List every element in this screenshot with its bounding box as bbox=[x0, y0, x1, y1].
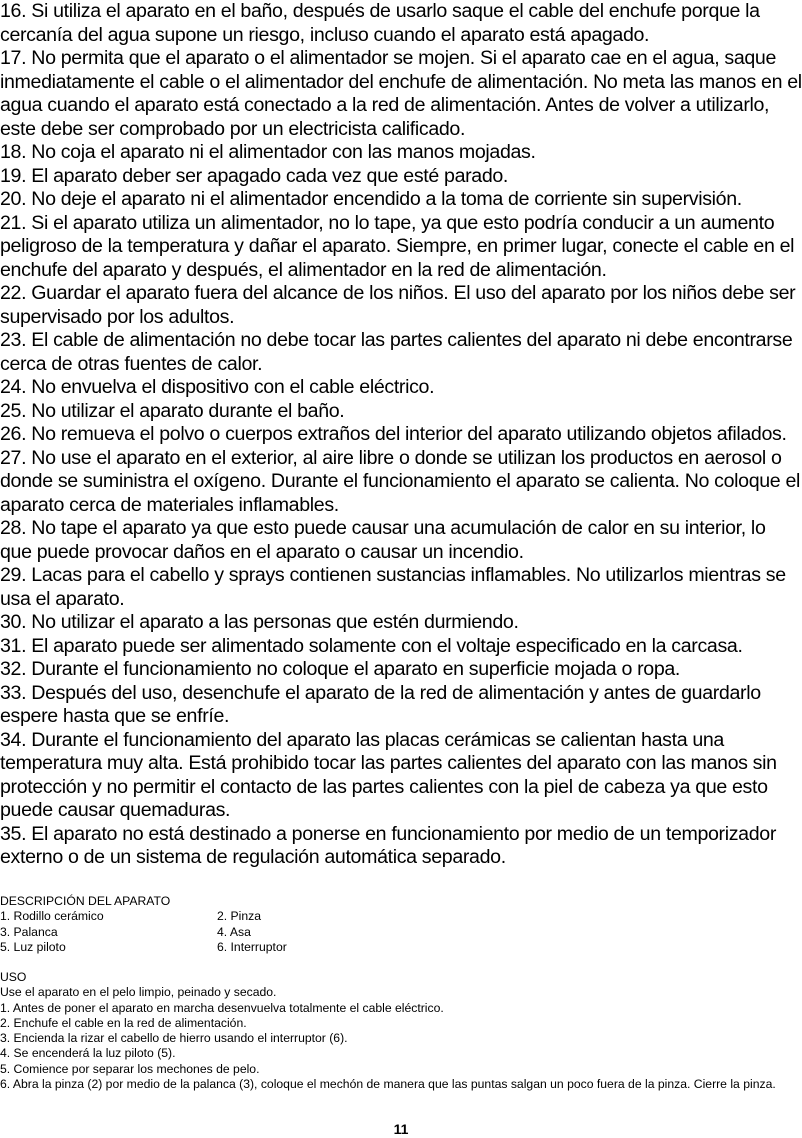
warning-item: 19. El aparato deber ser apagado cada vez que esté parado. bbox=[0, 164, 509, 187]
appliance-description bbox=[0, 894, 802, 955]
warning-item: 22. Guardar el aparato fuera del alcance de los niños. El uso del aparato por los niños debe ser supervisado por los adultos. bbox=[0, 282, 796, 328]
usage-line: 2. Enchufe el cable en la red de alimentación. bbox=[0, 1015, 247, 1030]
usage-line: 4. Se encenderá la luz piloto (5). bbox=[0, 1046, 176, 1061]
page-number: 11 bbox=[393, 1121, 409, 1137]
warning-item: 17. No permita que el aparato o el alimentador se mojen. Si el aparato cae en el agua, saque inmediatamente el cable o el alimentador del enchufe de alimentación. No meta las manos en el agua cuando el aparato está conectado a la red de alimentación. Antes de volver a utilizarlo, este debe ser comprobado por un electricista calificado. bbox=[0, 47, 802, 140]
warning-item: 23. El cable de alimentación no debe tocar las partes calientes del aparato ni debe encontrarse cerca de otras fuentes de calor. bbox=[0, 329, 793, 375]
warning-item: 34. Durante el funcionamiento del aparato las placas cerámicas se calientan hasta una temperatura muy alta. Está prohibido tocar las partes calientes del aparato con las manos sin protección y no permitir el contacto de las partes calientes con la piel de cabeza ya que esto puede causar quemaduras. bbox=[0, 728, 777, 821]
description-title: DESCRIPCIÓN DEL APARATO bbox=[0, 894, 171, 908]
warning-item: 30. No utilizar el aparato a las personas que estén durmiendo. bbox=[0, 611, 519, 633]
usage-line: Use el aparato en el pelo limpio, peinado y secado. bbox=[0, 985, 277, 1000]
usage-line: 5. Comience por separar los mechones de pelo. bbox=[0, 1061, 260, 1076]
warning-item: 24. No envuelva el dispositivo con el cable eléctrico. bbox=[0, 376, 435, 398]
usage-line: 3. Encienda la rizar el cabello de hierro usando el interruptor (6). bbox=[0, 1031, 348, 1046]
usage-title: USO bbox=[0, 970, 27, 984]
usage-section bbox=[0, 970, 802, 1092]
part-label: 1. Rodillo cerámico bbox=[0, 909, 104, 924]
description-row bbox=[0, 925, 802, 940]
warning-item: 29. Lacas para el cabello y sprays contienen sustancias inflamables. No utilizarlos mientras se usa el aparato. bbox=[0, 564, 786, 610]
warning-item: 21. Si el aparato utiliza un alimentador, no lo tape, ya que esto podría conducir a un aumento peligroso de la temperatura y dañar el aparato. Siempre, en primer lugar, conecte el cable en el enchufe del aparato y después, el alimentador en la red de alimentación. bbox=[0, 211, 795, 281]
warning-item: 26. No remueva el polvo o cuerpos extraños del interior del aparato utilizando objetos afilados. bbox=[0, 423, 787, 445]
part-label: 6. Interruptor bbox=[217, 939, 287, 954]
warning-item: 20. No deje el aparato ni el alimentador encendido a la toma de corriente sin supervisión. bbox=[0, 188, 742, 210]
warning-item: 32. Durante el funcionamiento no coloque el aparato en superficie mojada o ropa. bbox=[0, 658, 681, 680]
usage-line: 6. Abra la pinza (2) por medio de la palanca (3), coloque el mechón de manera que las puntas salgan un poco fuera de la pinza. Cierre la pinza. bbox=[0, 1077, 776, 1092]
warning-item: 28. No tape el aparato ya que esto puede causar una acumulación de calor en su interior, lo que puede provocar daños en el aparato o causar un incendio. bbox=[0, 517, 766, 563]
description-row bbox=[0, 940, 802, 955]
warning-item: 18. No coja el aparato ni el alimentador con las manos mojadas. bbox=[0, 141, 536, 163]
warning-item: 35. El aparato no está destinado a ponerse en funcionamiento por medio de un temporizador externo o de un sistema de regulación automática separado. bbox=[0, 822, 776, 868]
part-label: 4. Asa bbox=[217, 924, 251, 939]
usage-line: 1. Antes de poner el aparato en marcha desenvuelva totalmente el cable eléctrico. bbox=[0, 1000, 444, 1015]
warning-item: 27. No use el aparato en el exterior, al aire libre o donde se utilizan los productos en aerosol o donde se suministra el oxígeno. Durante el funcionamiento el aparato se calienta. No coloque el aparato cerca de materiales inflamables. bbox=[0, 446, 801, 516]
warning-item: 16. Si utiliza el aparato en el baño, después de usarlo saque el cable del enchufe porque la cercanía del agua supone un riesgo, incluso cuando el aparato está apagado. bbox=[0, 0, 760, 46]
warning-item: 33. Después del uso, desenchufe el aparato de la red de alimentación y antes de guardarlo espere hasta que se enfríe. bbox=[0, 681, 761, 727]
part-label: 5. Luz piloto bbox=[0, 939, 66, 954]
description-row bbox=[0, 909, 802, 924]
part-label: 3. Palanca bbox=[0, 924, 58, 939]
warning-item: 31. El aparato puede ser alimentado solamente con el voltaje especificado en la carcasa. bbox=[0, 634, 743, 657]
part-label: 2. Pinza bbox=[217, 909, 262, 924]
warning-item: 25. No utilizar el aparato durante el baño. bbox=[0, 399, 345, 422]
